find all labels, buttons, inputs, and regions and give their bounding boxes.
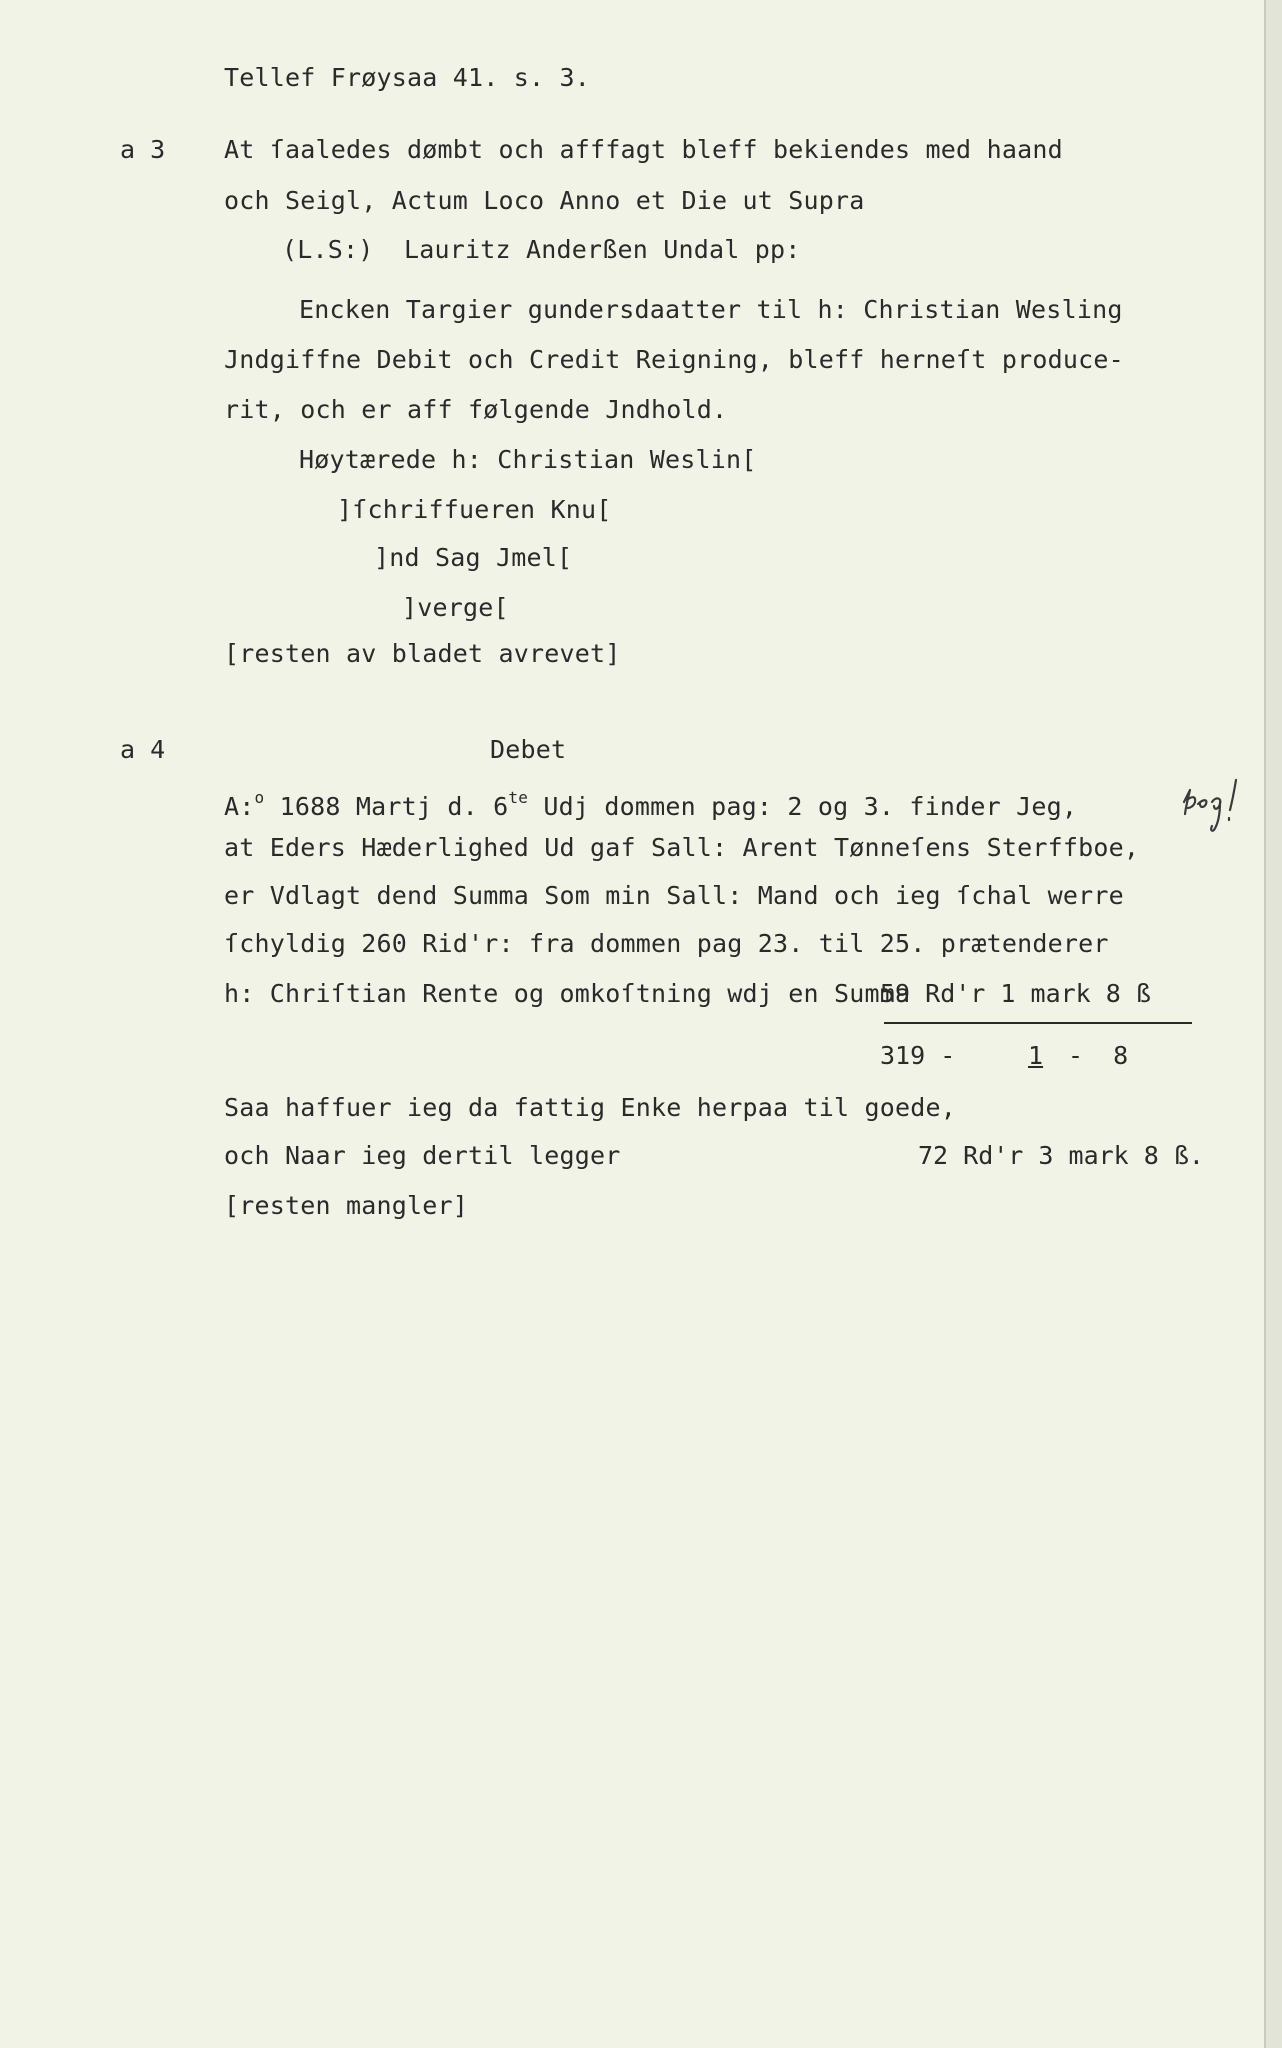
text-line: Saa haffuer ieg da fattig Enke herpaa til goede, — [224, 1093, 957, 1122]
editorial-note: [resten mangler] — [224, 1191, 469, 1220]
sum-rule — [884, 1022, 1192, 1024]
section-heading: Debet — [490, 735, 567, 764]
seal-line: (L.S:) Lauritz Anderßen Undal pp: — [282, 235, 801, 264]
page-edge — [1266, 0, 1282, 2048]
margin-marker-a3: a 3 — [120, 135, 166, 164]
text-line: Jndgiffne Debit och Credit Reigning, bleff herneſt producе- — [224, 345, 1124, 374]
total-rd: 319 - — [880, 1041, 956, 1070]
total-b: - 8 — [1068, 1041, 1129, 1070]
fragment-line: ]nd Sag Jmel[ — [374, 543, 573, 572]
text-line: Encken Targier gundersdaatter til h: Christian Wesling — [299, 295, 1123, 324]
text-line: och Naar ieg dertil legger — [224, 1141, 621, 1170]
text-line: och Seigl, Actum Loco Anno et Die ut Supra — [224, 186, 865, 215]
text-line: rit, och er aff følgende Jndhold. — [224, 395, 728, 424]
margin-marker-a4: a 4 — [120, 735, 166, 764]
fragment-line: ]verge[ — [402, 593, 509, 622]
letter-salutation: Høytærede h: Christian Weslin[ — [299, 445, 757, 474]
editorial-note: [resten av bladet avrevet] — [224, 639, 621, 668]
total-mark: 1 — [1028, 1041, 1044, 1070]
text-line: At ſaaledes dømbt och afffagt bleff bekiendes med haand — [224, 135, 1063, 164]
amount-72: 72 Rd'r 3 mark 8 ß. — [918, 1141, 1204, 1170]
fragment-line: ]ſchriffueren Knu[ — [337, 495, 612, 524]
text-line: h: Chriſtian Rente og omkoſtning wdj en Summa — [224, 979, 911, 1008]
text-line: A:$^o$ 1688 Martj d. $6^{te}$ Udj dommen pag: 2 og 3. finder Jeg, — [224, 788, 1078, 821]
page-header: Tellef Frøysaa 41. s. 3. — [224, 63, 591, 92]
text-line: er Vdlagt dend Summa Som min Sall: Mand och ieg ſchal werre — [224, 881, 1124, 910]
handwritten-reg-note — [1178, 774, 1248, 844]
text-line: at Eders Hæderlighed Ud gaf Sall: Arent Tønneſens Sterffboe, — [224, 833, 1140, 862]
text-line: ſchyldig 260 Rid'r: fra dommen pag 23. til 25. prætenderer — [224, 929, 1109, 958]
amount-59: 59 Rd'r 1 mark 8 ß — [880, 979, 1151, 1008]
